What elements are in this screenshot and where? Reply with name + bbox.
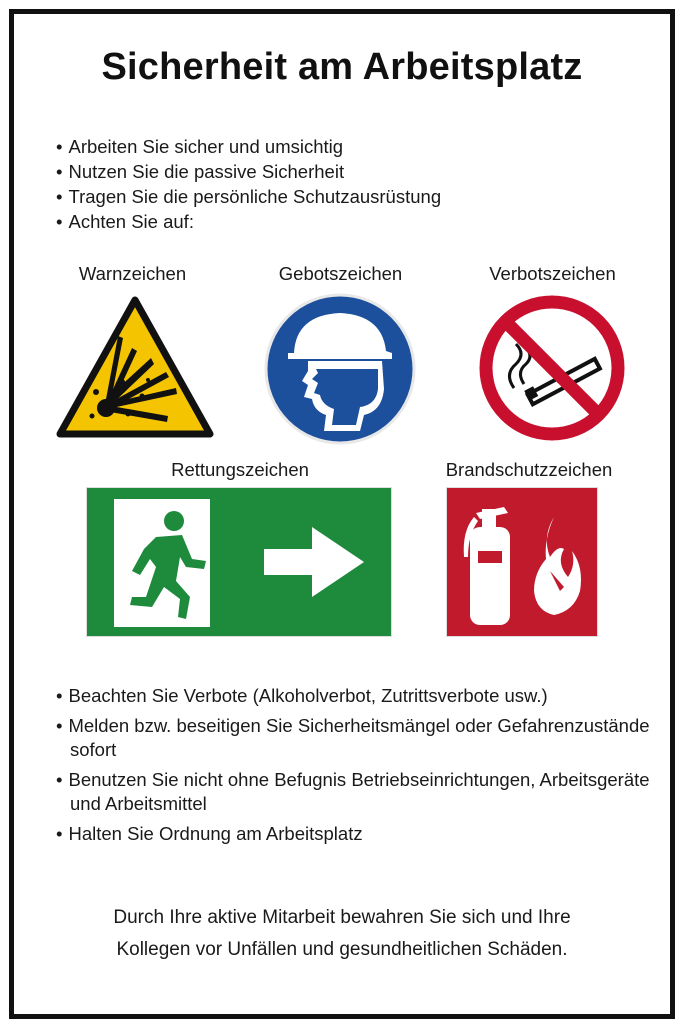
emergency-exit-icon <box>86 487 392 637</box>
intro-bullet: • Tragen Sie die persönliche Schutzausrüstung <box>56 184 441 209</box>
fire-sign-label: Brandschutzzeichen <box>445 459 613 480</box>
closing-line: Kollegen vor Unfällen und gesundheitlichen Schäden. <box>116 939 568 960</box>
closing-line: Durch Ihre aktive Mitarbeit bewahren Sie sich und Ihre <box>113 907 571 928</box>
explosion-warning-icon <box>56 296 214 438</box>
notice-bullet: • Beachten Sie Verbote (Alkoholverbot, Zutrittsverbote usw.) <box>56 684 656 708</box>
intro-bullet: • Arbeiten Sie sicher und umsichtig <box>56 134 441 159</box>
warning-sign-label: Warnzeichen <box>78 263 187 284</box>
notice-bullet: • Halten Sie Ordnung am Arbeitsplatz <box>56 822 656 846</box>
rescue-sign-label: Rettungszeichen <box>171 459 309 480</box>
closing-statement <box>40 902 644 966</box>
intro-bullet: • Achten Sie auf: <box>56 209 441 234</box>
page-title: Sicherheit am Arbeitsplatz <box>101 46 583 88</box>
mandatory-sign-label: Gebotszeichen <box>278 263 403 284</box>
notice-bullet: • Melden bzw. beseitigen Sie Sicherheitsmängel oder Gefahrenzustände sofort <box>56 714 656 762</box>
hard-hat-icon <box>264 293 416 445</box>
notice-bullet-list <box>56 684 656 852</box>
notice-bullet: • Benutzen Sie nicht ohne Befugnis Betriebseinrichtungen, Arbeitsgeräte und Arbeitsmittel <box>56 768 656 816</box>
no-smoking-icon <box>476 292 628 444</box>
intro-bullet-list <box>56 134 441 234</box>
prohibition-sign-label: Verbotszeichen <box>489 263 616 284</box>
intro-bullet: • Nutzen Sie die passive Sicherheit <box>56 159 441 184</box>
fire-extinguisher-icon <box>446 487 598 637</box>
